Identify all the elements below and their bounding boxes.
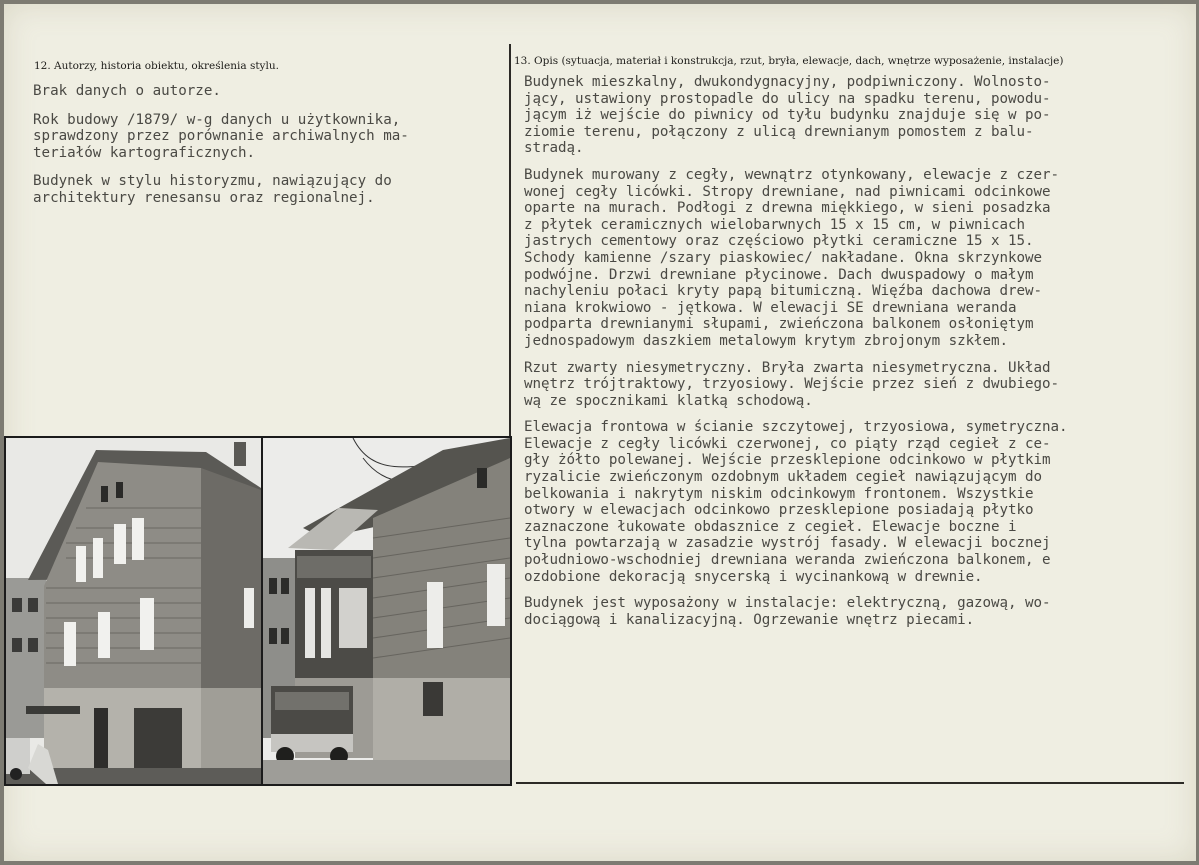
building-side-photo — [263, 438, 510, 784]
section-13-body — [524, 74, 1189, 638]
section-13-paragraph: Elewacja frontowa w ścianie szczytowej, trzyosiowa, symetryczna. Elewacje z cegły licówki czerwonej, co piąty rząd cegieł z ce- gły żółto polewanej. Wejście przesklepione odcinkowo w płytkim ryzalicie zwieńczonym ozdobnym układem cegieł nawiązującym do belkowania i nakrytym niskim odcinkowym frontonem. Wszystkie otwory w elewacjach odcinkowo przesklepione posiadają płytko zaznaczone łukowate obdasznice z cegieł. Elewacje boczne i tylna powtarzają w zasadzie wystrój fasady. W elewacji bocznej południowo-wschodniej drewniana weranda zwieńczona balkonem, e ozdobione dekoracją snycerską i wycinankową w drewnie. — [524, 419, 1068, 585]
section-13-paragraph: Rzut zwarty niesymetryczny. Bryła zwarta niesymetryczna. Układ wnętrz trójtraktowy, trzyosiowy. Wejście przez sień z dwubiego- wą ze spocznikami klatką schodową. — [524, 359, 1059, 409]
building-front-photo — [6, 438, 261, 784]
section-13-paragraph: Budynek murowany z cegły, wewnątrz otynkowany, elewacje z czer- wonej cegły licówki. Stropy drewniane, nad piwnicami odcinkowe oparte na murach. Podłogi z drewna miękkiego, w sieni posadzka z płytek ceramicznych wielobarwnych 15 x 15 cm, w piwnicach jastrych cementowy oraz częściowo płytki ceramiczne 15 x 15. Schody kamienne /szary piaskowiec/ nakładane. Okna skrzynkowe podwójne. Drzwi drewniane płycinowe. Dach dwuspadowy o małym nachyleniu połaci kryty papą bitumiczną. Więźba dachowa drew- niana krokwiowo - jętkowa. W elewacji SE drewniana weranda podparta drewnianymi słupami, zwieńczona balkonem osłoniętym jednospadowym daszkiem metalowym krytym zbrojonym szkłem. — [524, 166, 1059, 349]
photo-strip — [4, 436, 512, 786]
section-12-header: 12. Autorzy, historia obiektu, określenia stylu. — [34, 60, 279, 72]
section-13-paragraph: Budynek jest wyposażony w instalacje: elektryczną, gazową, wo- dociągową i kanalizacyjną. Ogrzewanie wnętrz piecami. — [524, 595, 1051, 628]
section-12-paragraph: Brak danych o autorze. — [33, 83, 221, 99]
section-13-paragraph: Budynek mieszkalny, dwukondygnacyjny, podpiwniczony. Wolnosto- jący, ustawiony prostopadle do ulicy na spadku terenu, powodu- jącym iż wejście do piwnicy od tyłu budynku znajduje się w po- ziomie terenu, połączony z ulicą drewnianym pomostem z balu- stradą. — [524, 74, 1051, 157]
section-12-paragraph: Rok budowy /1879/ w-g danych u użytkownika, sprawdzony przez porównanie archiwalnych ma- teriałów kartograficznych. — [33, 111, 409, 161]
bottom-rule — [516, 782, 1184, 784]
section-13-header: 13. Opis (sytuacja, materiał i konstrukcja, rzut, bryła, elewacje, dach, wnętrze wyposażenie, instalacje) — [514, 55, 1064, 67]
section-12-paragraph: Budynek w stylu historyzmu, nawiązujący do architektury renesansu oraz regionalnej. — [33, 173, 392, 206]
section-12-body — [33, 83, 503, 219]
